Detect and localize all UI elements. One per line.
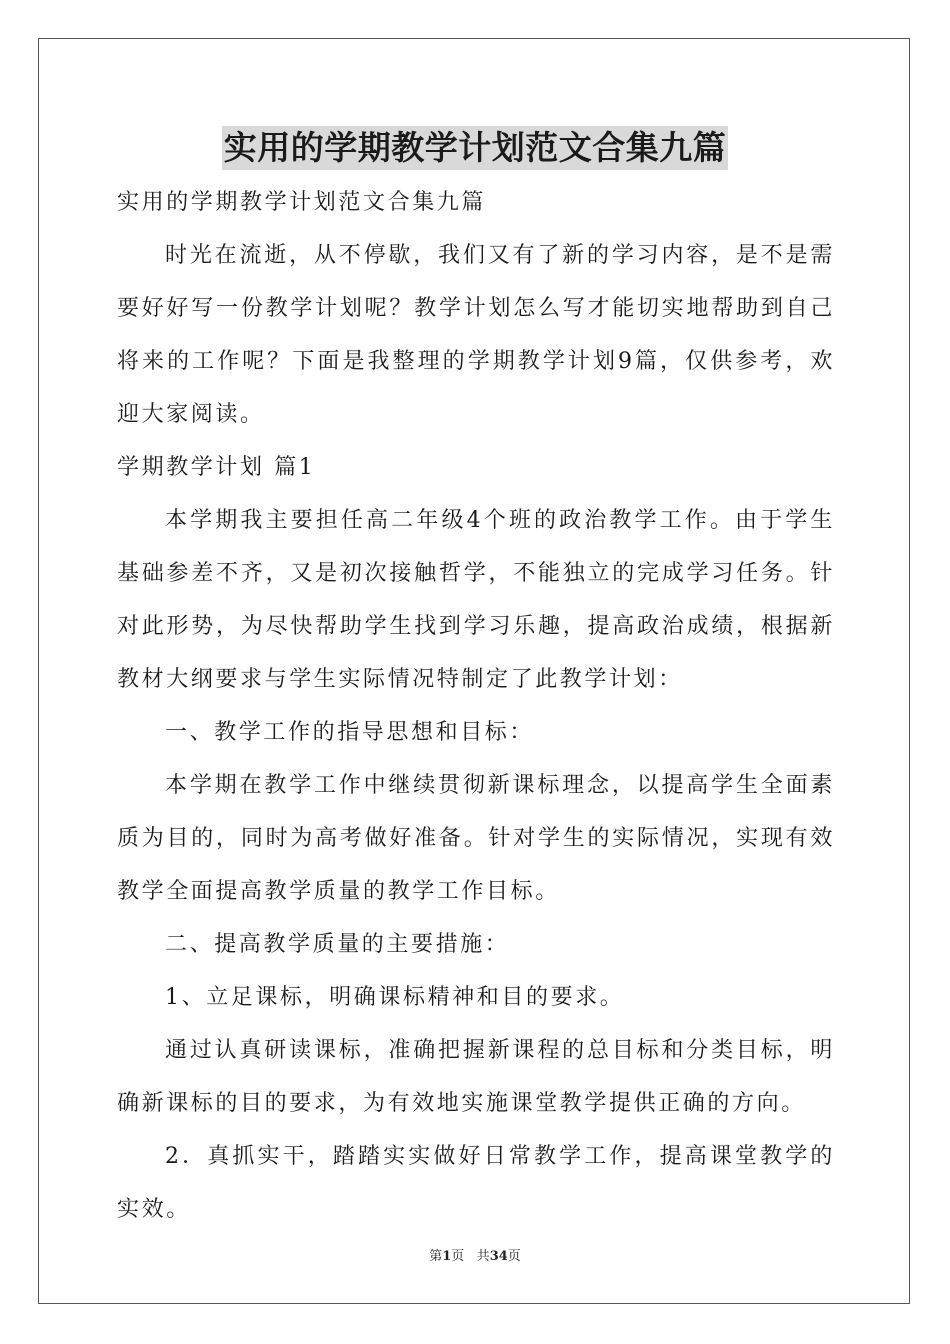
paragraph: 本学期我主要担任高二年级4个班的政治教学工作。由于学生基础参差不齐，又是初次接触哲学，不能独立的完成学习任务。针对此形势，为尽快帮助学生找到学习乐趣，提高政治成绩，根据新教材大纲要求与学生实际情况特制定了此教学计划：: [117, 508, 835, 692]
paragraph: 学期教学计划 篇1: [117, 455, 316, 480]
paragraph: 一、教学工作的指导思想和目标：: [165, 720, 535, 745]
paragraph: 1、立足课标，明确课标精神和目的要求。: [165, 985, 625, 1010]
paragraph: 实用的学期教学计划范文合集九篇: [117, 190, 487, 215]
page-footer: [0, 1249, 950, 1265]
document-body: [117, 176, 835, 1236]
footer-total-prefix: 共: [476, 1249, 490, 1264]
footer-total-unit: 页: [507, 1249, 521, 1264]
footer-page-unit: 页: [451, 1249, 465, 1264]
footer-current-page: 1: [442, 1249, 452, 1264]
document-title-heading: [0, 126, 950, 170]
footer-prefix: 第: [429, 1249, 443, 1264]
paragraph: 2．真抓实干，踏踏实实做好日常教学工作，提高课堂教学的实效。: [117, 1144, 835, 1222]
footer-total-pages: 34: [489, 1249, 508, 1264]
paragraph: 本学期在教学工作中继续贯彻新课标理念，以提高学生全面素质为目的，同时为高考做好准备。针对学生的实际情况，实现有效教学全面提高教学质量的教学工作目标。: [117, 773, 835, 904]
paragraph: 二、提高教学质量的主要措施：: [165, 932, 510, 957]
document-title: 实用的学期教学计划范文合集九篇: [222, 126, 729, 170]
paragraph: 时光在流逝，从不停歇，我们又有了新的学习内容，是不是需要好好写一份教学计划呢？教学计划怎么写才能切实地帮助到自己将来的工作呢？下面是我整理的学期教学计划9篇，仅供参考，欢迎大家阅读。: [117, 243, 835, 427]
paragraph: 通过认真研读课标，准确把握新课程的总目标和分类目标，明确新课标的目的要求，为有效地实施课堂教学提供正确的方向。: [117, 1038, 835, 1116]
